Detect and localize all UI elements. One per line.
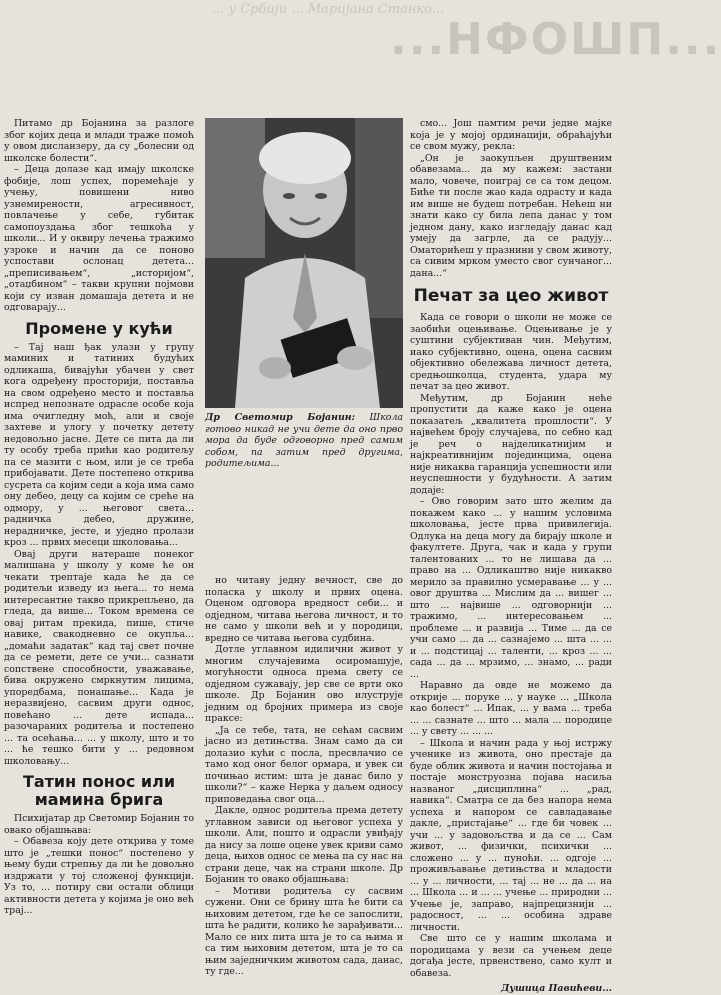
col3-rest-p1: Када се говори о школи не може се заобићи оцењивање. Оцењивање је у суштини субјективан чин. Међутим, иако субјективно, оцена, оцена сасвим објективно обележава личност детета, средњошколца, студента, удара му печат за цео живот. [410, 312, 612, 392]
article-column-3 [410, 118, 612, 994]
bleed-through-header [200, 0, 721, 65]
heading-promene: Промене у кући [25, 318, 173, 338]
col3-rest-p4: Наравно да овде не можемо да открије ... поруке ... у науке ... „Школа као болест“ ... Ипак, ... у вама ... треба ... ... сазнате ... што ... мала ... породице ... у свету ... ... ... [410, 680, 612, 737]
col2-p4: Дакле, однос родитеља према детету углавном зависи од његовог успеха у школи. Али, пошто и одрасли увиђају да нису за лоше оцене увек криви само деца, њихов однос се мења па су нас на страни деце, чак на страни школе. Др Бојанин то овако објашњава: [205, 805, 403, 885]
portrait-illustration [205, 118, 403, 408]
col1-end-p1: Психијатар др Светомир Бојанин то овако објашњава: [4, 813, 194, 836]
col3-rest-p5: – Школа и начин рада у њој истржу ученике из живота, оно престаје да буде облик живота и начин постојања и постаје монструозна појава насиља названог „дисциплина“ ... „рад, навика“. Сматра се да без напора нема успеха и напором се савладавање дакле, „пристајање“ ... где би човек ... учи ... у задовољства и да се ... Сам живот, ... физички, психички ... сложено ... у ... пуноћи. ... одгоје ... проживљавање детињства и младости ... у ... личности, ... тај ... не ... да ... на ... Школа ... и ... ... учење ... природни ... Учење је, заправо, најпрецизнији ... радосност, ... ... особина здраве личности. [410, 737, 612, 933]
col2-p3: „Ја се тебе, тата, не сећам сасвим јасно из детињства. Знам само да си долазио кући с посла, пресвлачио се тамо код оног белог ормара, и увек си почињао истим: шта је данас било у школи?“ – каже Нерка у даљем односу приповедања свог оца... [205, 724, 403, 805]
header-top-line: ... у Србији ... Маријана Станко... [212, 2, 445, 17]
col3-rest-p2: Међутим, др Бојанин неће пропустити да каже како је оцена показатељ „квалитета прошлости“. У највећем броју случајева, по себно кад је реч о најделикатнијим и најкреативнијим појединцима, оцена није никаква гаранција успешности или неуспешности у будућности. А затим додаје: [410, 392, 612, 496]
col3-intro-p2: „Он је заокупљен друштвеним обавезама... да му кажем: застани мало, човече, поиграј се са том децом. Биће ти после жао када одрасту и када им више не будеш потребан. Нећеш ни знати како су била лепа данас у том једном дану, како изгледају данас кад умеју да загрле, да се радују... Оматорићеш у празнини у свом животу, са сивим мрком уместо свог сунчаног... данa...“ [410, 152, 612, 279]
col2-p2: Дотле углавном идилични живот у многим случајевима осиромашује, могућности односа према свету се одједном сужавају, јер све се врти око школе. Др Бојанин ово илуструје једним од бројних примера из своје праксе: [205, 644, 403, 724]
caption-name: Др Светомир Бојанин: [205, 412, 356, 423]
header-watermark: ...НФОШП... [390, 14, 721, 65]
article-column-1 [4, 118, 194, 916]
col1-rest-p2: Овај други натераше понеког малишана у школу у коме ће он чекати трептаје када ће да се родитељи изведу из њега... то нема интересантне такво прикрепљено, да гледа, да више... Током времена се овај ритам прекида, пише, стиче навике, свакодневно се окупља... „домаћи задатак“ кад тај свет почне да се ремети, дете се учи... сазнати сопствене способности, уважавање, бива окружено смркнутим лицима, упоредбама, понашање... Када је неразвијено, сасвим други однос, повећано ... дете испада... разочараних родитеља и постепено ... та осећања... ... у школу, што и то ... ће тешко бити у ... редовном школовању... [4, 548, 194, 767]
photo-caption [205, 412, 403, 470]
article-column-2 [205, 575, 403, 977]
col1-intro-p1: Питамо др Бојанина за разлоге због којих деца и млади траже помоћ у овом дисланзеру, да су „болесни од школске болести“. [4, 118, 194, 164]
col3-rest-p6: Све што се у нашим школама и породицама у вези са учењем деце догађа јесте, првенствено, само култ и обавеза. [410, 933, 612, 979]
heading-pechat: Печат за цео живот [413, 286, 609, 306]
col2-p1: но читаву једну вечност, све до поласка у школу и првих оцена. Оценом одговора вредност себи... и одједном, читава његова личност, и то не само у школи већ и у породици, вредно се читава његова судбина. [205, 575, 403, 644]
col1-end-p2: – Обавеза коју дете открива у томе што је „тешки понос“ постепено у њему буди стрепњу да ли ће довољно издржати у тој сложеној функцији. Уз то, ... потиру сви остали облици активности детета у којима је оно већ трај... [4, 836, 194, 916]
col2-p5: – Мотиви родитеља су сасвим сужени. Они се брину шта ће бити са њиховим дететом, где ће се запослити, шта ће радити, колико ће зарађивати... Мало се них пита шта је то са њима и са тим њиховим дететом, шта је то са њим заједничким животом сада, данас, ту где... [205, 885, 403, 977]
col1-intro-p2: – Деца долазе кад имају школске фобије, лош успех, поремећаје у учењу, повишени ниво узнемирености, агресивност, повлачење у себе, губитак самопоуздања због тешкоћа у школи... И у оквиру лечења тражимо узроке и начин да се поново успостави ослонац детета... „преписивањем“, „историјом“, „отаџбином“ – такви крупни појмови који су изван домашаја детета и не одговарају... [4, 164, 194, 313]
portrait-photo [205, 118, 403, 408]
caption-text: Школа готово никад не учи дете да оно прво мора да буде одговорно пред самим собом, па затим пред другима, родитељима... [205, 412, 404, 469]
col3-rest-p3: – Ово говорим зато што желим да покажем како ... у нашим условима школовања, јесте прва привилегија. Одлука на деца могу да бирају школе и факултете. Друга, чак и када у групи талентованих ... то не лишава да ... право на ... Одликаштво није никакво мерило за правилно усмеравање ... у ... овог друштва ... Мислим да ... вишег ... што ... највише ... одговорнији ... тражимо, ... интересовањем ... проблеме ... и развија ... Тиме ... да се учи само ... да ... сазнајемо ... шта ... ... и ... подстицај ... таленти, ... кроз ... ... сада ... да ... мрзимо, ... знамо, ... ради ... [410, 496, 612, 680]
heading-tatin: Татин понос или мамина брига [22, 772, 176, 809]
author-signature: Душица Павићеви... [501, 983, 612, 994]
col1-rest-p1: – Тај наш ђак улази у групу маминих и татиних будућих одликаша, бивајући убачен у свет кога одређену просторији, поставља на свом одређено место и поставља испред непознате одрасле особе која има очигледну моћ, али и своје захтеве и улогу у почетку детету недовољно јасне. Дете се пита да ли ту особу треба прићи као родитељу па се мазити с њом, или је се треба прибојавати. Дете постепено открива сусрета са којим седи а која има само ону дебео, децу са којим се среће на одмору, у ... његовог света... радничка дебео, дружине, нерадничке, јесте, и уједно пролази кроз ... првих месеци школовања... [4, 341, 194, 548]
col3-intro-p1: смо... Још памтим речи једне мајке која је у мојој ординацији, обраћајући се свом мужу, рекла: [410, 118, 612, 152]
